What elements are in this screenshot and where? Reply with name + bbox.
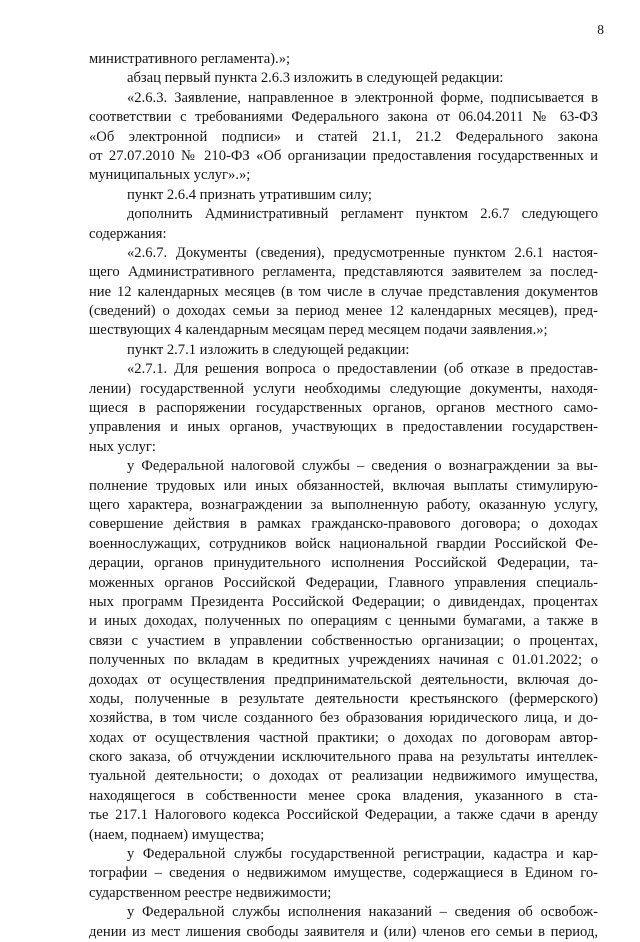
text-line: ных программ Президента Российской Федерации; о дивидендах, процентах — [89, 593, 598, 610]
text-line: ского заказа, об отчуждении исключительного права на результаты интеллек- — [89, 749, 598, 766]
text-line: от 27.07.2010 № 210-ФЗ «Об организации предоставления государственных и — [89, 147, 598, 164]
text-line: (наем, поднаем) имущества; — [89, 826, 265, 843]
text-line: совершение действия в рамках гражданско-правового договора; о доходах — [89, 516, 598, 533]
text-line: ходах от осуществления частной практики; о доходах по договорам автор- — [89, 729, 598, 746]
text-line: дополнить Административный регламент пунктом 2.6.7 следующего — [127, 206, 598, 223]
text-line: абзац первый пункта 2.6.3 изложить в следующей редакции: — [127, 70, 504, 87]
text-line: полученных по вкладам в кредитных учреждениях начиная с 01.01.2022; о — [89, 652, 598, 669]
text-line: щиеся в распоряжении государственных органов, органов местного само- — [89, 400, 598, 417]
text-line: (сведений) о доходах семьи за период менее 12 календарных месяцев), пред- — [89, 303, 598, 320]
text-line: ходы, полученные в результате деятельности крестьянского (фермерского) — [89, 690, 598, 707]
text-line: «2.6.7. Документы (сведения), предусмотренные пунктом 2.6.1 настоя- — [127, 244, 598, 261]
page-number: 8 — [597, 22, 604, 37]
text-line: туальной деятельности; о доходах от реализации недвижимого имущества, — [89, 768, 598, 785]
text-line: связи с участием в управлении собственностью организации; о процентах, — [89, 632, 598, 649]
document-body — [89, 50, 598, 942]
text-line: ние 12 календарных месяцев (в том числе в случае представления документов — [89, 283, 598, 300]
text-line: тографии – сведения о недвижимом имуществе, содержащиеся в Едином го- — [89, 865, 598, 882]
text-line: муниципальных услуг».»; — [89, 167, 251, 184]
text-line: щего Административного регламента, представляются заявителем за послед- — [89, 264, 598, 281]
text-line: моженных органов Российской Федерации, Главного управления специаль- — [89, 574, 598, 591]
text-line: у Федеральной службы государственной регистрации, кадастра и кар- — [127, 846, 598, 863]
text-line: хозяйства, в том числе созданного без образования юридического лица, и до- — [89, 710, 598, 727]
text-line: щего характера, вознаграждении за выполненную работу, оказанную услугу, — [89, 496, 598, 513]
text-line: «2.6.3. Заявление, направленное в электронной форме, подписывается в — [127, 89, 598, 106]
text-line: сударственном реестре недвижимости; — [89, 884, 332, 901]
text-line: дерации, органов принудительного исполнения Российской Федерации, та- — [89, 555, 598, 572]
text-line: шествующих 4 календарным месяцам перед месяцем подачи заявления.»; — [89, 322, 548, 339]
text-line: военнослужащих, сотрудников войск национальной гвардии Российской Фе- — [89, 535, 598, 552]
text-line: полнение трудовых или иных обязанностей, включая выплаты стимулирую- — [89, 477, 598, 494]
text-line: у Федеральной службы исполнения наказаний – сведения об освобож- — [127, 904, 598, 921]
text-line: «2.7.1. Для решения вопроса о предоставлении (об отказе в предостав- — [127, 361, 598, 378]
text-line: и иных доходах, полученных по операциям с ценными бумагами, а также в — [89, 613, 598, 630]
text-line: «Об электронной подписи» и статей 21.1, 21.2 Федерального закона — [89, 128, 598, 145]
text-line: управления и иных органов, участвующих в предоставлении государствен- — [89, 419, 598, 436]
text-line: соответствии с требованиями Федерального закона от 06.04.2011 № 63-ФЗ — [89, 109, 598, 126]
text-line: тье 217.1 Налогового кодекса Российской Федерации, а также сдачи в аренду — [89, 807, 598, 824]
text-line: министративного регламента).»; — [89, 51, 291, 67]
text-line: у Федеральной налоговой службы – сведения о вознаграждении за вы- — [127, 458, 598, 475]
text-line: доходах от осуществления предпринимательской деятельности, включая до- — [89, 671, 598, 688]
text-line: содержания: — [89, 225, 167, 242]
text-line: дении из мест лишения свободы заявителя и (или) членов его семьи в период, — [89, 923, 598, 940]
text-line: находящегося в собственности менее срока владения, указанного в ста- — [89, 787, 598, 804]
text-line: ных услуг: — [89, 438, 156, 455]
text-line: пункт 2.7.1 изложить в следующей редакции: — [127, 341, 410, 358]
text-line: лении) государственной услуги необходимы следующие документы, находя- — [89, 380, 598, 397]
text-line: пункт 2.6.4 признать утратившим силу; — [127, 186, 372, 203]
